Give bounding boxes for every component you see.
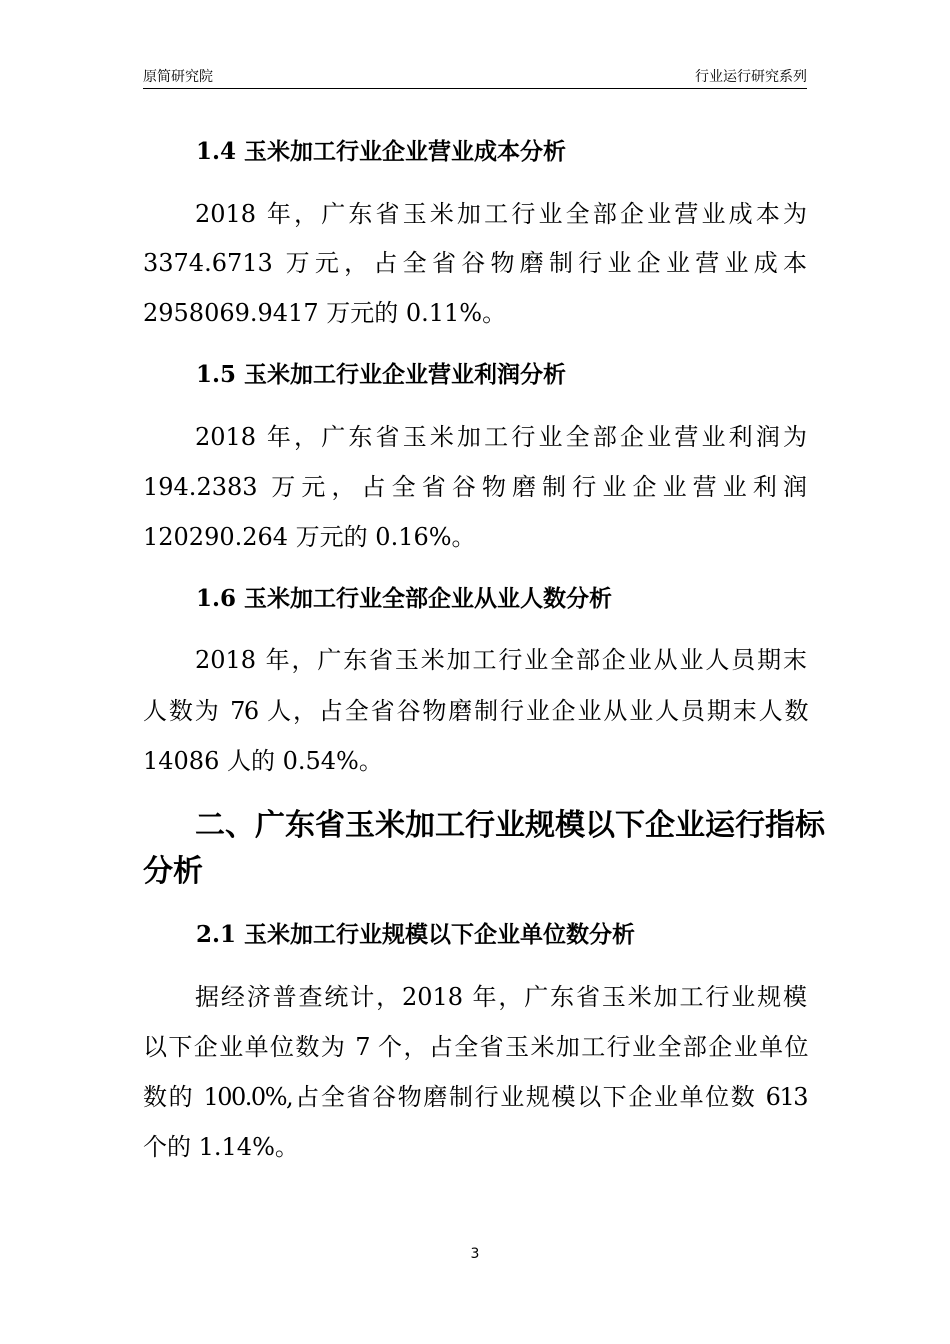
paragraph-line: 2958069.9417 万元的 0.11%。 bbox=[143, 299, 507, 327]
paragraph-line: 120290.264 万元的 0.16%。 bbox=[143, 523, 476, 551]
paragraph-line: 人数为 76 人，占全省谷物磨制行业企业从业人员期末人数 bbox=[143, 697, 807, 725]
heading-1-6: 1.6 玉米加工行业全部企业从业人数分析 bbox=[196, 585, 613, 612]
paragraph-line: 数的 100.0%,占全省谷物磨制行业规模以下企业单位数 613 bbox=[143, 1083, 807, 1111]
paragraph-line: 194.2383 万元，占全省谷物磨制行业企业营业利润 bbox=[143, 473, 807, 501]
paragraph-line: 据经济普查统计，2018 年，广东省玉米加工行业规模 bbox=[195, 983, 807, 1011]
heading-1-5: 1.5 玉米加工行业企业营业利润分析 bbox=[196, 361, 567, 388]
page-header bbox=[143, 66, 807, 89]
paragraph-line: 2018 年，广东省玉米加工行业全部企业营业成本为 bbox=[195, 200, 807, 228]
header-series: 行业运行研究系列 bbox=[695, 69, 807, 85]
paragraph-line: 2018 年，广东省玉米加工行业全部企业营业利润为 bbox=[195, 423, 807, 451]
section-2-heading-cont: 分析 bbox=[143, 854, 203, 889]
paragraph-line: 14086 人的 0.54%。 bbox=[143, 747, 383, 775]
header-org: 原简研究院 bbox=[143, 69, 213, 85]
paragraph-line: 2018 年，广东省玉米加工行业全部企业从业人员期末 bbox=[195, 646, 807, 674]
paragraph-line: 以下企业单位数为 7 个，占全省玉米加工行业全部企业单位 bbox=[143, 1033, 807, 1061]
section-2-heading: 二、广东省玉米加工行业规模以下企业运行指标 bbox=[195, 808, 825, 843]
heading-2-1: 2.1 玉米加工行业规模以下企业单位数分析 bbox=[196, 921, 636, 948]
paragraph-line: 3374.6713 万元，占全省谷物磨制行业企业营业成本 bbox=[143, 249, 807, 277]
heading-1-4: 1.4 玉米加工行业企业营业成本分析 bbox=[196, 138, 567, 165]
paragraph-line: 个的 1.14%。 bbox=[143, 1133, 299, 1161]
page-number: 3 bbox=[470, 1246, 480, 1262]
